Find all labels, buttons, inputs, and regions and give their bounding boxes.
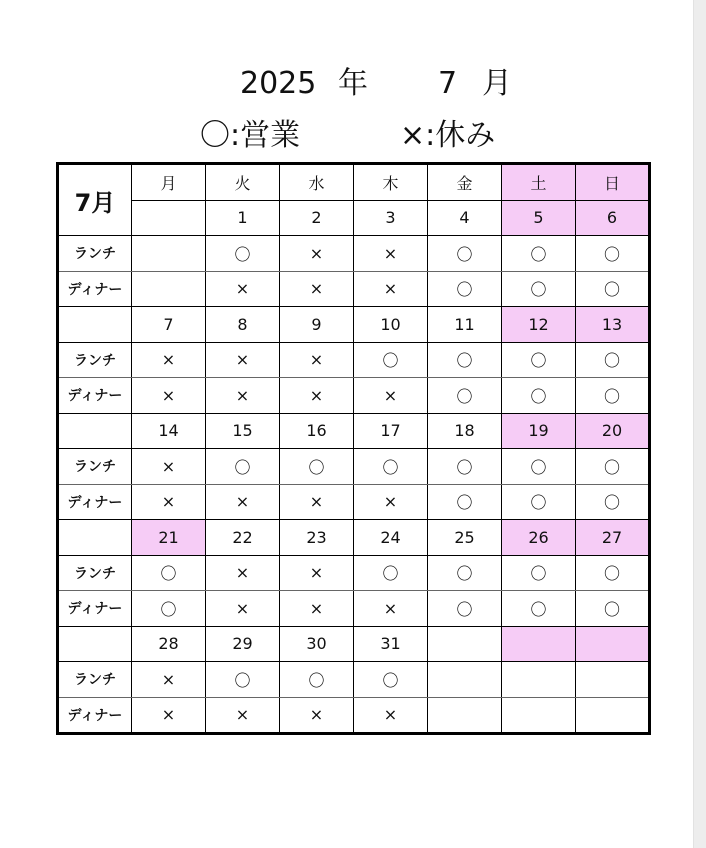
date-cell: 22 — [206, 520, 280, 556]
dinner-status-cell: 〇 — [502, 378, 576, 414]
dinner-status-cell: × — [280, 484, 354, 520]
dinner-status-cell: × — [354, 591, 428, 627]
dinner-status-cell: × — [206, 484, 280, 520]
dinner-status-cell: × — [354, 697, 428, 734]
dinner-status-cell: 〇 — [576, 484, 650, 520]
lunch-status-cell: 〇 — [206, 662, 280, 698]
legend — [0, 116, 694, 156]
dinner-status-cell: × — [206, 591, 280, 627]
date-cell: 18 — [428, 413, 502, 449]
lunch-status-cell: 〇 — [354, 449, 428, 485]
lunch-status-cell: × — [132, 662, 206, 698]
dinner-status-cell: 〇 — [428, 591, 502, 627]
dinner-status-cell: 〇 — [502, 271, 576, 307]
dinner-row — [58, 378, 650, 414]
calendar-table — [56, 162, 651, 735]
dinner-row — [58, 697, 650, 734]
dinner-status-cell: × — [280, 591, 354, 627]
dinner-status-cell: × — [206, 697, 280, 734]
date-cell — [132, 200, 206, 236]
date-cell — [428, 626, 502, 662]
dinner-status-cell: 〇 — [576, 271, 650, 307]
lunch-status-cell: 〇 — [576, 236, 650, 272]
date-row — [58, 200, 650, 236]
dinner-row-label: ディナー — [58, 484, 132, 520]
lunch-status-cell: × — [206, 342, 280, 378]
date-row-label — [58, 626, 132, 662]
lunch-status-cell: 〇 — [502, 555, 576, 591]
legend-closed: ×:休み — [400, 118, 496, 153]
date-cell: 16 — [280, 413, 354, 449]
date-cell: 4 — [428, 200, 502, 236]
date-cell: 28 — [132, 626, 206, 662]
dinner-row-label: ディナー — [58, 378, 132, 414]
date-cell: 19 — [502, 413, 576, 449]
lunch-status-cell: × — [132, 449, 206, 485]
dinner-status-cell — [576, 697, 650, 734]
weekday-cell-sunday: 日 — [576, 164, 650, 201]
date-cell: 17 — [354, 413, 428, 449]
date-cell: 7 — [132, 307, 206, 343]
page-title — [0, 62, 694, 106]
weekday-cell: 金 — [428, 164, 502, 201]
dinner-status-cell: 〇 — [428, 271, 502, 307]
scrollbar[interactable] — [693, 0, 706, 848]
date-row — [58, 626, 650, 662]
date-cell: 8 — [206, 307, 280, 343]
lunch-status-cell: × — [280, 236, 354, 272]
dinner-status-cell — [132, 271, 206, 307]
lunch-status-cell: 〇 — [206, 236, 280, 272]
date-cell: 31 — [354, 626, 428, 662]
date-row — [58, 413, 650, 449]
lunch-row — [58, 342, 650, 378]
lunch-status-cell: 〇 — [576, 449, 650, 485]
dinner-status-cell: 〇 — [428, 378, 502, 414]
dinner-status-cell: 〇 — [132, 591, 206, 627]
lunch-status-cell: 〇 — [502, 449, 576, 485]
lunch-status-cell: 〇 — [502, 236, 576, 272]
lunch-status-cell: 〇 — [354, 342, 428, 378]
lunch-row — [58, 236, 650, 272]
dinner-status-cell — [502, 697, 576, 734]
lunch-status-cell: 〇 — [428, 449, 502, 485]
lunch-status-cell: 〇 — [354, 555, 428, 591]
lunch-status-cell: 〇 — [428, 555, 502, 591]
date-cell: 23 — [280, 520, 354, 556]
dinner-status-cell: × — [354, 378, 428, 414]
dinner-status-cell: × — [280, 378, 354, 414]
lunch-row — [58, 555, 650, 591]
lunch-row — [58, 449, 650, 485]
dinner-status-cell: 〇 — [576, 378, 650, 414]
lunch-status-cell: 〇 — [428, 236, 502, 272]
lunch-status-cell: 〇 — [280, 449, 354, 485]
dinner-status-cell: × — [280, 271, 354, 307]
lunch-status-cell: 〇 — [132, 555, 206, 591]
dinner-status-cell: × — [132, 484, 206, 520]
dinner-row — [58, 591, 650, 627]
weekday-cell-saturday: 土 — [502, 164, 576, 201]
date-cell: 24 — [354, 520, 428, 556]
lunch-status-cell: × — [280, 555, 354, 591]
date-row — [58, 307, 650, 343]
date-cell: 12 — [502, 307, 576, 343]
date-cell: 25 — [428, 520, 502, 556]
date-cell: 26 — [502, 520, 576, 556]
dinner-status-cell: × — [354, 484, 428, 520]
lunch-status-cell: × — [354, 236, 428, 272]
dinner-row-label: ディナー — [58, 591, 132, 627]
dinner-status-cell: × — [132, 378, 206, 414]
date-row — [58, 520, 650, 556]
date-cell: 5 — [502, 200, 576, 236]
lunch-status-cell: 〇 — [502, 342, 576, 378]
lunch-row-label: ランチ — [58, 342, 132, 378]
lunch-status-cell: × — [132, 342, 206, 378]
date-cell: 29 — [206, 626, 280, 662]
date-row-label — [58, 413, 132, 449]
date-cell: 27 — [576, 520, 650, 556]
lunch-status-cell — [576, 662, 650, 698]
date-cell: 3 — [354, 200, 428, 236]
lunch-status-cell: 〇 — [576, 555, 650, 591]
dinner-status-cell: 〇 — [428, 484, 502, 520]
dinner-row-label: ディナー — [58, 271, 132, 307]
dinner-status-cell: 〇 — [502, 484, 576, 520]
lunch-status-cell: × — [206, 555, 280, 591]
lunch-status-cell: × — [280, 342, 354, 378]
lunch-status-cell — [428, 662, 502, 698]
month-label: 7月 — [58, 164, 132, 236]
lunch-row-label: ランチ — [58, 449, 132, 485]
dinner-row — [58, 271, 650, 307]
date-cell: 30 — [280, 626, 354, 662]
lunch-row — [58, 662, 650, 698]
weekday-cell: 月 — [132, 164, 206, 201]
date-cell: 20 — [576, 413, 650, 449]
date-cell: 9 — [280, 307, 354, 343]
dinner-status-cell: 〇 — [576, 591, 650, 627]
dinner-status-cell: 〇 — [502, 591, 576, 627]
dinner-status-cell: × — [206, 378, 280, 414]
date-cell — [502, 626, 576, 662]
date-cell: 13 — [576, 307, 650, 343]
dinner-status-cell: × — [354, 271, 428, 307]
dinner-status-cell — [428, 697, 502, 734]
lunch-status-cell — [502, 662, 576, 698]
lunch-status-cell: 〇 — [280, 662, 354, 698]
dinner-status-cell: × — [280, 697, 354, 734]
lunch-row-label: ランチ — [58, 662, 132, 698]
date-cell: 21 — [132, 520, 206, 556]
date-cell: 6 — [576, 200, 650, 236]
lunch-status-cell: 〇 — [354, 662, 428, 698]
date-cell: 2 — [280, 200, 354, 236]
lunch-status-cell: 〇 — [576, 342, 650, 378]
date-row-label — [58, 307, 132, 343]
weekday-cell: 水 — [280, 164, 354, 201]
dinner-status-cell: × — [132, 697, 206, 734]
date-cell: 11 — [428, 307, 502, 343]
date-cell: 1 — [206, 200, 280, 236]
lunch-status-cell: 〇 — [206, 449, 280, 485]
lunch-status-cell — [132, 236, 206, 272]
dinner-row-label: ディナー — [58, 697, 132, 734]
title-year: 2025 — [240, 66, 317, 101]
title-year-unit: 年 — [338, 66, 368, 101]
weekday-cell: 火 — [206, 164, 280, 201]
date-cell: 15 — [206, 413, 280, 449]
weekday-header-row — [58, 164, 650, 201]
lunch-row-label: ランチ — [58, 555, 132, 591]
title-month: 7 — [438, 66, 458, 101]
date-cell: 14 — [132, 413, 206, 449]
dinner-status-cell: × — [206, 271, 280, 307]
lunch-status-cell: 〇 — [428, 342, 502, 378]
date-cell — [576, 626, 650, 662]
weekday-cell: 木 — [354, 164, 428, 201]
title-month-unit: 月 — [482, 66, 512, 101]
legend-open: 〇:営業 — [200, 118, 301, 153]
lunch-row-label: ランチ — [58, 236, 132, 272]
dinner-row — [58, 484, 650, 520]
date-row-label — [58, 520, 132, 556]
date-cell: 10 — [354, 307, 428, 343]
